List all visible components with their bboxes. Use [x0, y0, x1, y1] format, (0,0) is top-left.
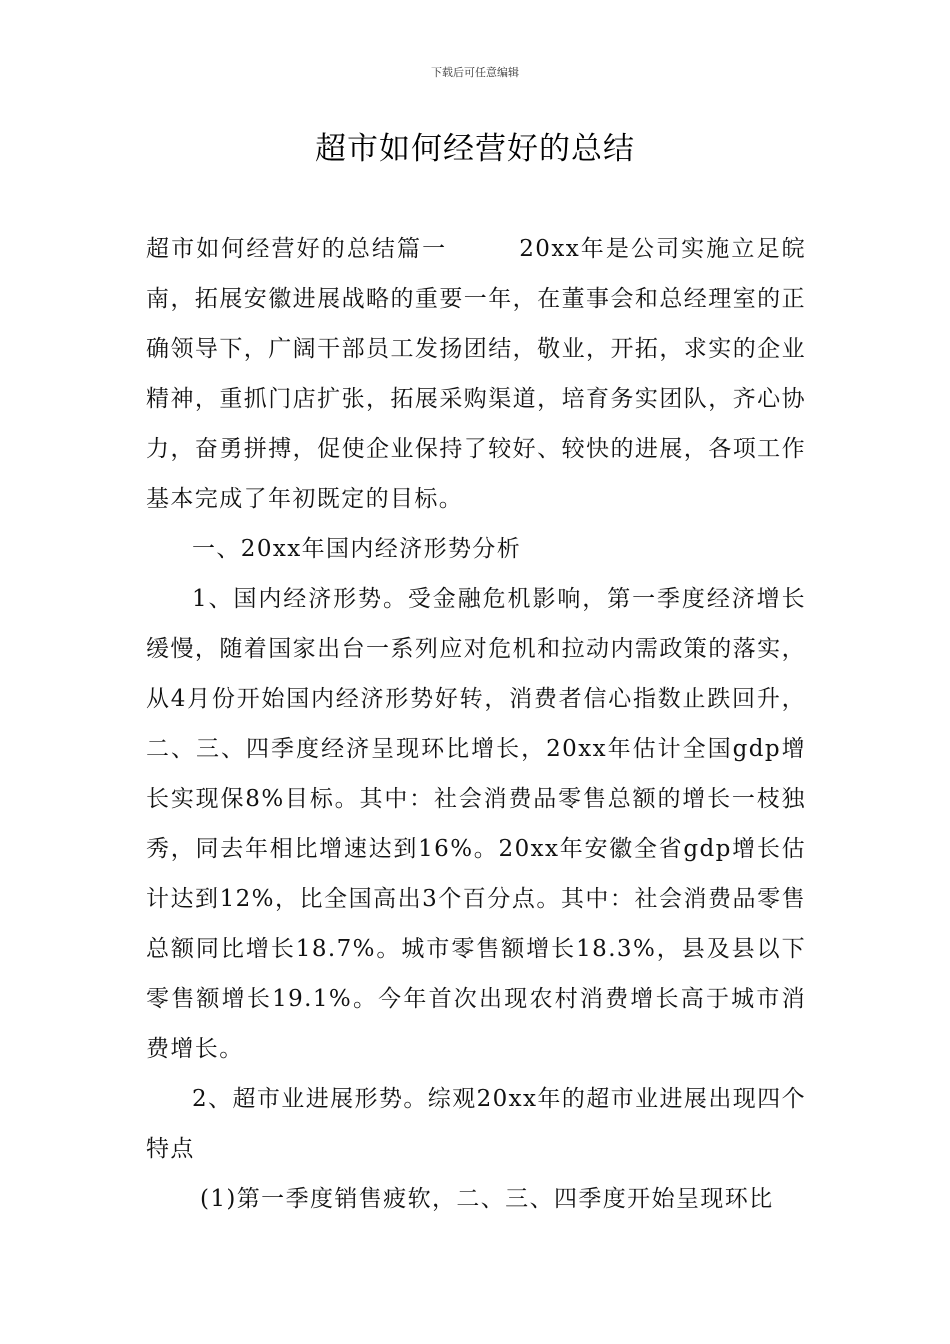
document-body	[146, 224, 806, 1224]
page-header-note: 下载后可任意编辑	[431, 66, 519, 79]
paragraph-supermarket-trend: 2、超市业进展形势。综观20xx年的超市业进展出现四个特点	[146, 1086, 806, 1162]
intro-lead: 超市如何经营好的总结篇一	[146, 236, 448, 262]
intro-paragraph	[146, 224, 806, 524]
document-title: 超市如何经营好的总结	[315, 131, 635, 167]
paragraph-point-1: (1)第一季度销售疲软，二、三、四季度开始呈现环比	[200, 1186, 774, 1212]
paragraph-domestic-economy: 1、国内经济形势。受金融危机影响，第一季度经济增长缓慢，随着国家出台一系列应对危机和拉动内需政策的落实，从4月份开始国内经济形势好转，消费者信心指数止跌回升，二、三、四季度经济呈现环比增长，20xx年估计全国gdp增长实现保8%目标。其中：社会消费品零售总额的增长一枝独秀，同去年相比增速达到16%。20xx年安徽全省gdp增长估计达到12%，比全国高出3个百分点。其中：社会消费品零售总额同比增长18.7%。城市零售额增长18.3%，县及县以下零售额增长19.1%。今年首次出现农村消费增长高于城市消费增长。	[146, 586, 806, 1062]
section-heading: 一、20xx年国内经济形势分析	[192, 536, 522, 562]
intro-body: 20xx年是公司实施立足皖南，拓展安徽进展战略的重要一年，在董事会和总经理室的正确领导下，广阔干部员工发扬团结，敬业，开拓，求实的企业精神，重抓门店扩张，拓展采购渠道，培育务实团队，齐心协力，奋勇拼搏，促使企业保持了较好、较快的进展，各项工作基本完成了年初既定的目标。	[146, 236, 806, 512]
